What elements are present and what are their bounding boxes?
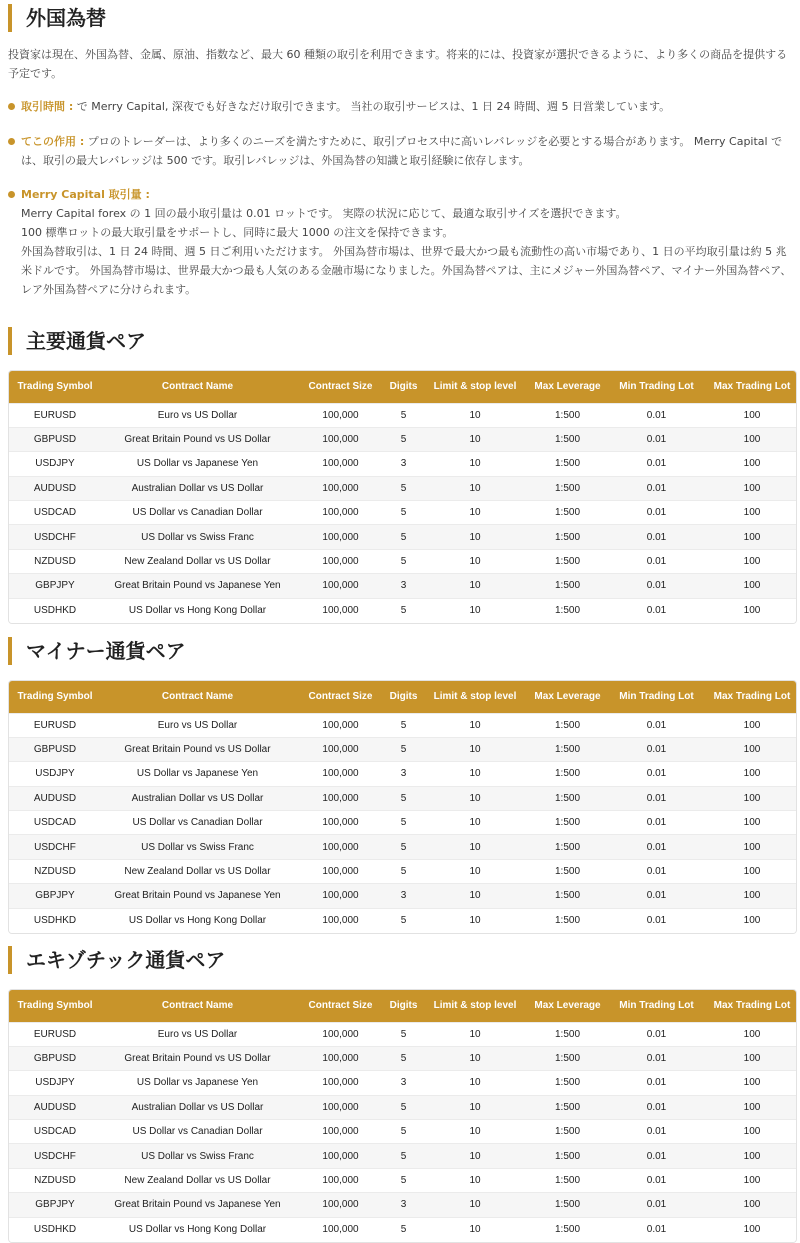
table-row <box>9 786 796 810</box>
column-header: Contract Size <box>308 1000 373 1012</box>
table-cell: 1:500 <box>530 549 605 573</box>
table-cell: 10 <box>420 1168 530 1192</box>
table-cell: 1:500 <box>530 1071 605 1095</box>
table-cell: 100,000 <box>294 908 387 932</box>
bullet-line-3: 外国為替取引は、1 日 24 時間、週 5 日ご利用いただけます。 外国為替市場は、世界で最大かつ最も流動性の高い市場であり、1 日の平均取引量は約 5 兆米ドルです。 外国為替市場は、世界最大かつ最も人気のある金融市場になりました。外国為替ペアは、主にメジャー外国為替ペア、マイナー外国為替ペア、レア外国為替ペアに分けられます。 <box>21 245 792 296</box>
table-cell: US Dollar vs Hong Kong Dollar <box>101 598 294 622</box>
table-cell: 10 <box>420 786 530 810</box>
table-cell: 100 <box>708 762 796 786</box>
table-cell: 100 <box>708 549 796 573</box>
table-cell: US Dollar vs Canadian Dollar <box>101 811 294 835</box>
table-cell: 1:500 <box>530 786 605 810</box>
table-cell: USDJPY <box>9 452 101 476</box>
table-cell: 5 <box>387 737 420 761</box>
table-cell: USDCHF <box>9 525 101 549</box>
table-cell: NZDUSD <box>9 1168 101 1192</box>
column-header: Digits <box>389 691 418 703</box>
table-cell: 100 <box>708 1046 796 1070</box>
table-cell: 100 <box>708 859 796 883</box>
table-cell: 5 <box>387 476 420 500</box>
table-cell: 3 <box>387 762 420 786</box>
table-cell: 100 <box>708 908 796 932</box>
table-cell: 10 <box>420 525 530 549</box>
table-cell: 5 <box>387 427 420 451</box>
bullet-volume <box>8 185 794 299</box>
table-cell: 100 <box>708 501 796 525</box>
column-header: Contract Name <box>161 691 234 703</box>
table-cell: 0.01 <box>605 1168 708 1192</box>
table-cell: US Dollar vs Swiss Franc <box>101 1144 294 1168</box>
table-cell: 0.01 <box>605 786 708 810</box>
table-cell: 5 <box>387 1217 420 1241</box>
table-cell: 100,000 <box>294 1046 387 1070</box>
table-cell: 100,000 <box>294 1193 387 1217</box>
table-cell: 100,000 <box>294 1120 387 1144</box>
table-cell: 1:500 <box>530 476 605 500</box>
table-cell: 0.01 <box>605 1046 708 1070</box>
column-header: Digits <box>389 381 418 393</box>
table-cell: 0.01 <box>605 908 708 932</box>
table-cell: 100,000 <box>294 598 387 622</box>
table-cell: 10 <box>420 574 530 598</box>
bullet-label: Merry Capital 取引量 : <box>21 188 150 201</box>
table-cell: 5 <box>387 859 420 883</box>
table-cell: 100,000 <box>294 859 387 883</box>
table-cell: USDCHF <box>9 1144 101 1168</box>
table-cell: EURUSD <box>9 1022 101 1046</box>
table-cell: NZDUSD <box>9 859 101 883</box>
table-cell: 5 <box>387 403 420 427</box>
table-cell: US Dollar vs Canadian Dollar <box>101 1120 294 1144</box>
table-cell: EURUSD <box>9 713 101 737</box>
table-cell: GBPUSD <box>9 427 101 451</box>
table-cell: 10 <box>420 737 530 761</box>
table-cell: 3 <box>387 884 420 908</box>
table-cell: US Dollar vs Japanese Yen <box>101 1071 294 1095</box>
table-cell: 3 <box>387 1071 420 1095</box>
table-cell: 100 <box>708 811 796 835</box>
table-cell: 100,000 <box>294 713 387 737</box>
table-cell: Great Britain Pound vs US Dollar <box>101 427 294 451</box>
table-cell: 1:500 <box>530 403 605 427</box>
table-cell: 10 <box>420 1144 530 1168</box>
table-cell: 1:500 <box>530 859 605 883</box>
table-cell: USDHKD <box>9 1217 101 1241</box>
table-cell: USDHKD <box>9 908 101 932</box>
table-cell: 100,000 <box>294 786 387 810</box>
table-cell: Australian Dollar vs US Dollar <box>101 1095 294 1119</box>
table-cell: USDCAD <box>9 501 101 525</box>
table-cell: 1:500 <box>530 713 605 737</box>
table-header-row <box>9 371 796 403</box>
table-cell: GBPJPY <box>9 1193 101 1217</box>
table-cell: 100 <box>708 525 796 549</box>
table-cell: 0.01 <box>605 1022 708 1046</box>
bullet-dot <box>8 191 15 198</box>
table-cell: 1:500 <box>530 1144 605 1168</box>
table-cell: 0.01 <box>605 1193 708 1217</box>
table-cell: 100,000 <box>294 1071 387 1095</box>
table-cell: US Dollar vs Hong Kong Dollar <box>101 908 294 932</box>
table-cell: 100,000 <box>294 574 387 598</box>
table-cell: 0.01 <box>605 1144 708 1168</box>
table-row <box>9 403 796 427</box>
table-cell: 5 <box>387 501 420 525</box>
table-cell: 1:500 <box>530 1022 605 1046</box>
table-cell: USDJPY <box>9 1071 101 1095</box>
table-cell: AUDUSD <box>9 786 101 810</box>
table-cell: 10 <box>420 1022 530 1046</box>
column-header: Contract Size <box>308 381 373 393</box>
table-cell: 5 <box>387 598 420 622</box>
table-cell: 0.01 <box>605 1120 708 1144</box>
column-header: Limit & stop level <box>433 691 517 703</box>
table-cell: 10 <box>420 762 530 786</box>
table-cell: Euro vs US Dollar <box>101 713 294 737</box>
table-cell: 100 <box>708 452 796 476</box>
column-header: Max Leverage <box>534 381 601 393</box>
table-cell: 10 <box>420 1120 530 1144</box>
table-cell: 5 <box>387 1095 420 1119</box>
table-cell: 10 <box>420 884 530 908</box>
table-cell: 100,000 <box>294 403 387 427</box>
table-cell: 1:500 <box>530 1217 605 1241</box>
table-row <box>9 549 796 573</box>
table-cell: 100 <box>708 1022 796 1046</box>
table-cell: 100,000 <box>294 811 387 835</box>
table-cell: 10 <box>420 835 530 859</box>
table-cell: 10 <box>420 549 530 573</box>
table-cell: New Zealand Dollar vs US Dollar <box>101 1168 294 1192</box>
table-cell: 100 <box>708 598 796 622</box>
column-header: Limit & stop level <box>433 381 517 393</box>
table-row <box>9 525 796 549</box>
table-cell: 10 <box>420 403 530 427</box>
table-row <box>9 574 796 598</box>
table-cell: 100,000 <box>294 1144 387 1168</box>
table-cell: 10 <box>420 713 530 737</box>
table-header-row <box>9 990 796 1022</box>
table-row <box>9 1144 796 1168</box>
table-row <box>9 835 796 859</box>
table-row <box>9 476 796 500</box>
table-cell: 10 <box>420 1217 530 1241</box>
table-row <box>9 811 796 835</box>
column-header: Min Trading Lot <box>619 1000 694 1012</box>
table-cell: AUDUSD <box>9 1095 101 1119</box>
table-cell: 10 <box>420 908 530 932</box>
table-cell: 100 <box>708 1168 796 1192</box>
table-cell: 1:500 <box>530 1046 605 1070</box>
table-cell: 100,000 <box>294 884 387 908</box>
table-row <box>9 427 796 451</box>
table-cell: 1:500 <box>530 1168 605 1192</box>
table-cell: 100 <box>708 476 796 500</box>
table-cell: USDCHF <box>9 835 101 859</box>
table-row <box>9 737 796 761</box>
table-cell: 0.01 <box>605 1095 708 1119</box>
table-cell: 5 <box>387 713 420 737</box>
table-cell: 0.01 <box>605 835 708 859</box>
table-cell: Great Britain Pound vs US Dollar <box>101 737 294 761</box>
table-cell: 100 <box>708 884 796 908</box>
table-cell: 0.01 <box>605 762 708 786</box>
table-cell: 5 <box>387 1046 420 1070</box>
column-header: Trading Symbol <box>17 1000 93 1012</box>
table-row <box>9 762 796 786</box>
table-cell: 1:500 <box>530 525 605 549</box>
table-row <box>9 713 796 737</box>
table-cell: 3 <box>387 574 420 598</box>
table-cell: 1:500 <box>530 1193 605 1217</box>
table-cell: 10 <box>420 1071 530 1095</box>
table-cell: 0.01 <box>605 884 708 908</box>
table-cell: 0.01 <box>605 598 708 622</box>
table-cell: 100,000 <box>294 1217 387 1241</box>
table-cell: 1:500 <box>530 908 605 932</box>
section-title-exotic: エキゾチック通貨ペア <box>8 946 225 974</box>
column-header: Max Leverage <box>534 1000 601 1012</box>
column-header: Min Trading Lot <box>619 381 694 393</box>
table-cell: 10 <box>420 1193 530 1217</box>
table-cell: 10 <box>420 476 530 500</box>
column-header: Max Trading Lot <box>713 381 791 393</box>
column-header: Contract Name <box>161 1000 234 1012</box>
table-cell: 100,000 <box>294 737 387 761</box>
table-cell: 0.01 <box>605 1071 708 1095</box>
table-cell: GBPUSD <box>9 737 101 761</box>
table-cell: 1:500 <box>530 835 605 859</box>
table-cell: 0.01 <box>605 427 708 451</box>
table-cell: 5 <box>387 1144 420 1168</box>
column-header: Contract Size <box>308 691 373 703</box>
table-cell: 100 <box>708 1144 796 1168</box>
table-cell: 1:500 <box>530 762 605 786</box>
table-cell: 100 <box>708 1217 796 1241</box>
table-cell: 100,000 <box>294 476 387 500</box>
table-cell: 100,000 <box>294 525 387 549</box>
table-row <box>9 1071 796 1095</box>
section-title-forex: 外国為替 <box>8 4 106 32</box>
table-row <box>9 598 796 622</box>
table-cell: Australian Dollar vs US Dollar <box>101 786 294 810</box>
column-header: Max Trading Lot <box>713 1000 791 1012</box>
table-cell: 1:500 <box>530 811 605 835</box>
table-cell: US Dollar vs Japanese Yen <box>101 762 294 786</box>
table-cell: 5 <box>387 908 420 932</box>
table-cell: New Zealand Dollar vs US Dollar <box>101 859 294 883</box>
table-cell: US Dollar vs Canadian Dollar <box>101 501 294 525</box>
table-header-row <box>9 681 796 713</box>
table-cell: 100,000 <box>294 549 387 573</box>
table-cell: 100 <box>708 1071 796 1095</box>
table-cell: 10 <box>420 452 530 476</box>
table-cell: 0.01 <box>605 737 708 761</box>
bullet-label: てこの作用 : <box>21 135 85 148</box>
table-cell: 10 <box>420 598 530 622</box>
table-cell: USDJPY <box>9 762 101 786</box>
table-cell: 100 <box>708 1193 796 1217</box>
table-cell: New Zealand Dollar vs US Dollar <box>101 549 294 573</box>
column-header: Digits <box>389 1000 418 1012</box>
column-header: Limit & stop level <box>433 1000 517 1012</box>
table-cell: Great Britain Pound vs Japanese Yen <box>101 884 294 908</box>
table-cell: 100,000 <box>294 427 387 451</box>
table-cell: 5 <box>387 811 420 835</box>
table-cell: 0.01 <box>605 859 708 883</box>
minor-pairs-table <box>8 680 797 934</box>
table-cell: 3 <box>387 1193 420 1217</box>
table-row <box>9 501 796 525</box>
bullet-leverage <box>8 132 794 170</box>
table-cell: Euro vs US Dollar <box>101 1022 294 1046</box>
table-cell: 10 <box>420 811 530 835</box>
table-cell: 1:500 <box>530 574 605 598</box>
column-header: Min Trading Lot <box>619 691 694 703</box>
column-header: Max Trading Lot <box>713 691 791 703</box>
table-cell: US Dollar vs Japanese Yen <box>101 452 294 476</box>
table-cell: 10 <box>420 859 530 883</box>
table-cell: 5 <box>387 1120 420 1144</box>
table-cell: 100,000 <box>294 835 387 859</box>
table-cell: GBPJPY <box>9 574 101 598</box>
table-row <box>9 1217 796 1241</box>
bullet-dot <box>8 103 15 110</box>
table-cell: Euro vs US Dollar <box>101 403 294 427</box>
table-row <box>9 884 796 908</box>
bullet-line-1: Merry Capital forex の 1 回の最小取引量は 0.01 ロットです。 実際の状況に応じて、最適な取引サイズを選択できます。 <box>21 207 627 220</box>
table-cell: 100 <box>708 713 796 737</box>
table-cell: USDCAD <box>9 811 101 835</box>
table-cell: GBPUSD <box>9 1046 101 1070</box>
table-cell: 5 <box>387 1022 420 1046</box>
table-cell: 100 <box>708 574 796 598</box>
table-cell: 0.01 <box>605 811 708 835</box>
section-title-major: 主要通貨ペア <box>8 327 146 355</box>
table-cell: 1:500 <box>530 427 605 451</box>
table-cell: 100,000 <box>294 501 387 525</box>
table-cell: 100,000 <box>294 1095 387 1119</box>
table-cell: 0.01 <box>605 1217 708 1241</box>
table-cell: 1:500 <box>530 737 605 761</box>
table-cell: 100 <box>708 1095 796 1119</box>
table-cell: 10 <box>420 501 530 525</box>
column-header: Trading Symbol <box>17 691 93 703</box>
table-cell: 100 <box>708 835 796 859</box>
table-cell: 3 <box>387 452 420 476</box>
table-cell: 1:500 <box>530 501 605 525</box>
table-row <box>9 1095 796 1119</box>
table-cell: 100,000 <box>294 452 387 476</box>
table-cell: 100,000 <box>294 1168 387 1192</box>
table-cell: 0.01 <box>605 501 708 525</box>
table-cell: 100 <box>708 427 796 451</box>
table-cell: 5 <box>387 786 420 810</box>
table-cell: 1:500 <box>530 1095 605 1119</box>
table-row <box>9 908 796 932</box>
column-header: Contract Name <box>161 381 234 393</box>
table-cell: Great Britain Pound vs US Dollar <box>101 1046 294 1070</box>
table-cell: 100,000 <box>294 1022 387 1046</box>
table-cell: US Dollar vs Swiss Franc <box>101 525 294 549</box>
table-cell: 5 <box>387 1168 420 1192</box>
table-cell: 100 <box>708 1120 796 1144</box>
table-cell: 1:500 <box>530 1120 605 1144</box>
table-cell: US Dollar vs Swiss Franc <box>101 835 294 859</box>
table-cell: 100 <box>708 403 796 427</box>
major-pairs-table <box>8 370 797 624</box>
table-cell: AUDUSD <box>9 476 101 500</box>
column-header: Max Leverage <box>534 691 601 703</box>
exotic-pairs-table <box>8 989 797 1243</box>
table-cell: 1:500 <box>530 884 605 908</box>
column-header: Trading Symbol <box>17 381 93 393</box>
table-cell: EURUSD <box>9 403 101 427</box>
table-row <box>9 1120 796 1144</box>
table-cell: 0.01 <box>605 549 708 573</box>
table-cell: USDHKD <box>9 598 101 622</box>
table-cell: Great Britain Pound vs Japanese Yen <box>101 1193 294 1217</box>
bullet-text: で Merry Capital, 深夜でも好きなだけ取引できます。 当社の取引サービスは、1 日 24 時間、週 5 日営業しています。 <box>73 100 671 113</box>
intro-paragraph: 投資家は現在、外国為替、金属、原油、指数など、最大 60 種類の取引を利用できます。将来的には、投資家が選択できるように、より多くの商品を提供する予定です。 <box>8 48 788 80</box>
table-cell: 10 <box>420 427 530 451</box>
table-cell: US Dollar vs Hong Kong Dollar <box>101 1217 294 1241</box>
table-cell: Australian Dollar vs US Dollar <box>101 476 294 500</box>
table-cell: NZDUSD <box>9 549 101 573</box>
bullet-trading-hours <box>8 97 794 116</box>
table-row <box>9 1046 796 1070</box>
table-cell: GBPJPY <box>9 884 101 908</box>
bullet-dot <box>8 138 15 145</box>
table-cell: 1:500 <box>530 452 605 476</box>
table-row <box>9 859 796 883</box>
table-cell: 100,000 <box>294 762 387 786</box>
table-cell: 10 <box>420 1095 530 1119</box>
table-row <box>9 1022 796 1046</box>
table-cell: 0.01 <box>605 403 708 427</box>
table-row <box>9 1193 796 1217</box>
table-cell: 100 <box>708 737 796 761</box>
table-cell: 1:500 <box>530 598 605 622</box>
table-cell: 0.01 <box>605 452 708 476</box>
table-cell: 10 <box>420 1046 530 1070</box>
table-cell: 5 <box>387 525 420 549</box>
bullet-label: 取引時間 : <box>21 100 74 113</box>
table-cell: USDCAD <box>9 1120 101 1144</box>
table-cell: 100 <box>708 786 796 810</box>
table-cell: 0.01 <box>605 713 708 737</box>
bullet-text: プロのトレーダーは、より多くのニーズを満たすために、取引プロセス中に高いレバレッジを必要とする場合があります。 Merry Capital では、取引の最大レバレッジは 500 です。取引レバレッジは、外国為替の知識と取引経験に依存します。 <box>21 135 783 167</box>
table-cell: Great Britain Pound vs Japanese Yen <box>101 574 294 598</box>
table-cell: 0.01 <box>605 525 708 549</box>
table-cell: 0.01 <box>605 574 708 598</box>
table-row <box>9 452 796 476</box>
table-row <box>9 1168 796 1192</box>
table-cell: 5 <box>387 835 420 859</box>
section-title-minor: マイナー通貨ペア <box>8 637 186 665</box>
table-cell: 0.01 <box>605 476 708 500</box>
bullet-line-2: 100 標準ロットの最大取引量をサポートし、同時に最大 1000 の注文を保持できます。 <box>21 226 454 239</box>
table-cell: 5 <box>387 549 420 573</box>
